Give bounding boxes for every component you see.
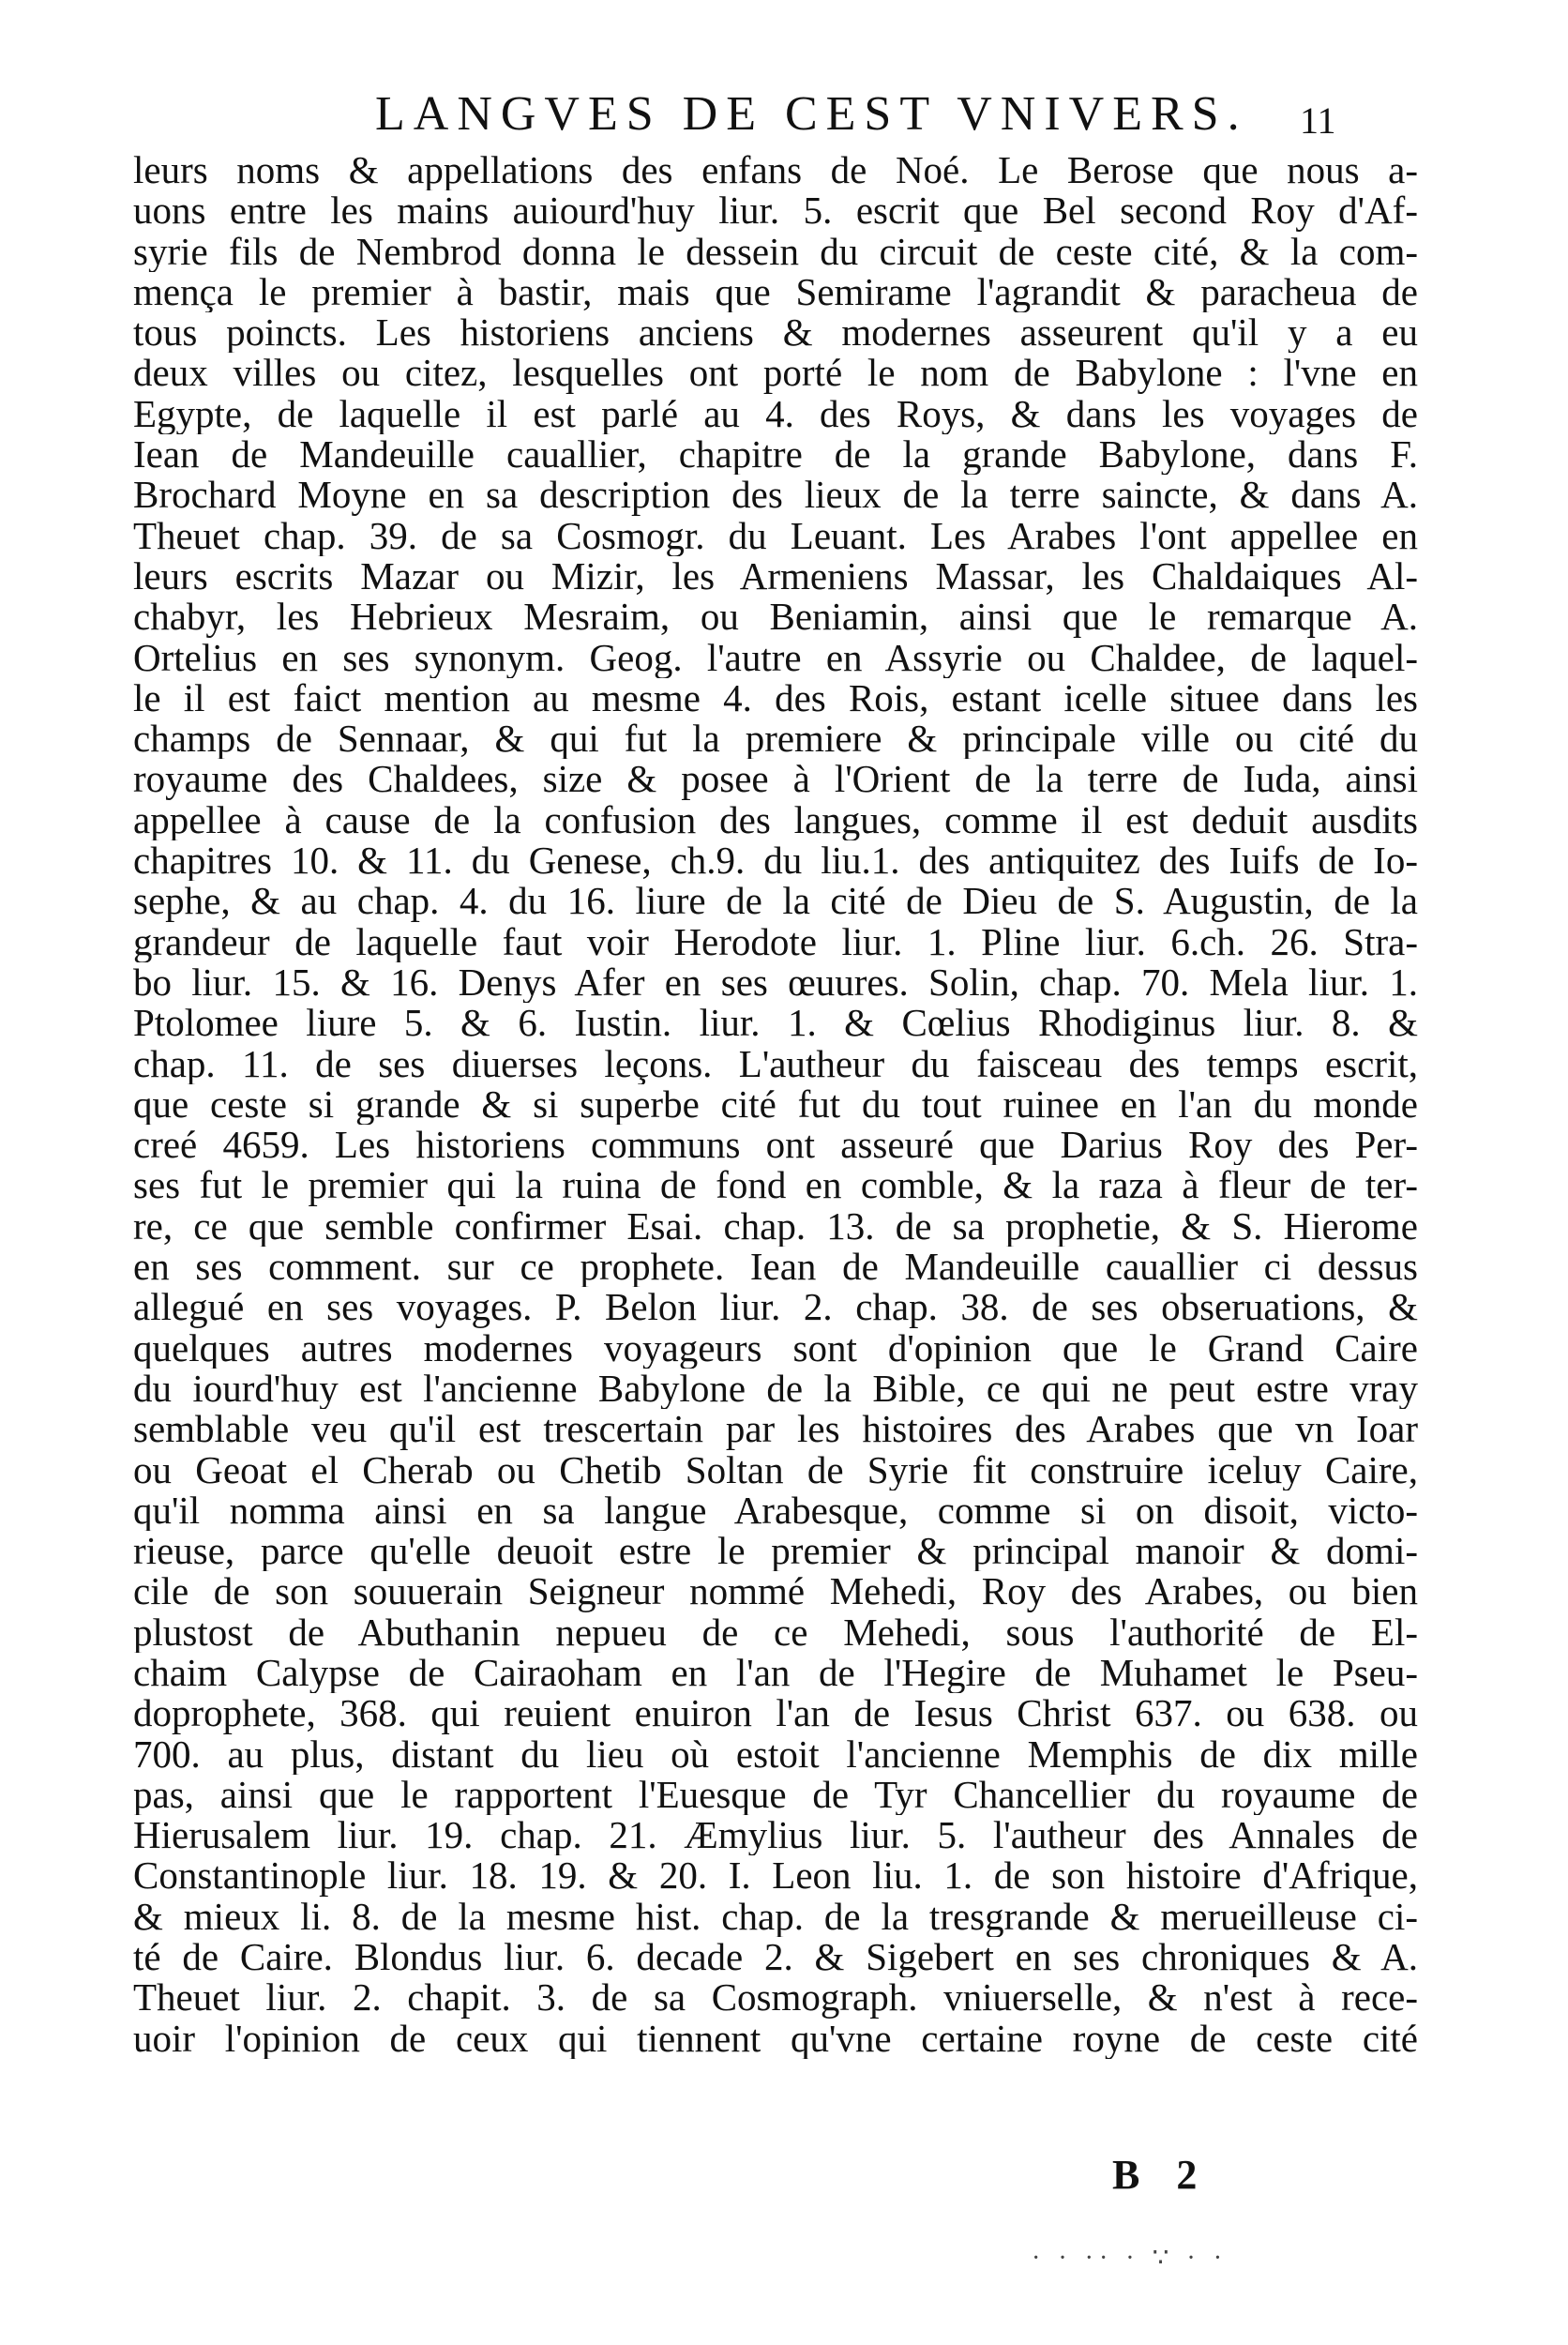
text-line: quelques autres modernes voyageurs sont d'opinion que le Grand Caire [133, 1327, 1418, 1369]
text-line: cile de son souuerain Seigneur nommé Mehedi, Roy des Arabes, ou bien [133, 1571, 1418, 1612]
text-line: ses fut le premier qui la ruina de fond en comble, & la raza à fleur de ter- [133, 1165, 1418, 1206]
text-line: doprophete, 368. qui reuient enuiron l'an de Iesus Christ 637. ou 638. ou [133, 1693, 1418, 1734]
text-line: Constantinople liur. 18. 19. & 20. I. Leon liu. 1. de son histoire d'Afrique, [133, 1855, 1418, 1897]
text-line: uons entre les mains auiourd'huy liur. 5. escrit que Bel second Roy d'Af- [133, 190, 1418, 232]
text-line: Ortelius en ses synonym. Geog. l'autre en Assyrie ou Chaldee, de laquel- [133, 637, 1418, 678]
text-line: tous poincts. Les historiens anciens & modernes asseurent qu'il y a eu [133, 312, 1418, 354]
text-line: re, ce que semble confirmer Esai. chap. 13. de sa prophetie, & S. Hierome [133, 1205, 1418, 1248]
text-line: Brochard Moyne en sa description des lieux de la terre saincte, & dans A. [133, 475, 1418, 516]
text-line: ou Geoat el Cherab ou Chetib Soltan de Syrie fit construire iceluy Caire, [133, 1449, 1418, 1490]
text-line: deux villes ou citez, lesquelles ont porté le nom de Babylone : l'vne en [133, 353, 1418, 394]
text-line: champs de Sennaar, & qui fut la premiere & principale ville ou cité du [133, 719, 1418, 760]
text-line: semblable veu qu'il est trescertain par les histoires des Arabes que vn Ioar [133, 1409, 1418, 1450]
text-line: 700. au plus, distant du lieu où estoit l'ancienne Memphis de dix mille [133, 1733, 1418, 1775]
text-line: en ses comment. sur ce prophete. Iean de Mandeuille cauallier ci dessus [133, 1247, 1418, 1288]
page-number: 11 [1300, 99, 1336, 142]
text-line: bo liur. 15. & 16. Denys Afer en ses œuures. Solin, chap. 70. Mela liur. 1. [133, 961, 1418, 1004]
text-line: leurs noms & appellations des enfans de Noé. Le Berose que nous a- [133, 150, 1418, 191]
text-line: & mieux li. 8. de la mesme hist. chap. de la tresgrande & merueilleuse ci- [133, 1896, 1418, 1938]
text-line: du iourd'huy est l'ancienne Babylone de la Bible, ce qui ne peut estre vray [133, 1368, 1418, 1410]
signature-mark: B 2 [1112, 2152, 1211, 2198]
text-line: creé 4659. Les historiens communs ont asseuré que Darius Roy des Per- [133, 1125, 1418, 1166]
text-line: chabyr, les Hebrieux Mesraim, ou Beniamin, ainsi que le remarque A. [133, 597, 1418, 638]
text-line: rieuse, parce qu'elle deuoit estre le premier & principal manoir & domi- [133, 1531, 1418, 1572]
text-line: que ceste si grande & si superbe cité fut du tout ruinee en l'an du monde [133, 1083, 1418, 1126]
text-line: chapitres 10. & 11. du Genese, ch.9. du liu.1. des antiquitez des Iuifs de Io- [133, 840, 1418, 882]
text-line: Ptolomee liure 5. & 6. Iustin. liur. 1. & Cœlius Rhodiginus liur. 8. & [133, 1003, 1418, 1044]
ink-specks-decoration: · · ·· · ∵ · · [1032, 2244, 1229, 2273]
text-line: allegué en ses voyages. P. Belon liur. 2. chap. 38. de ses obseruations, & [133, 1287, 1418, 1328]
text-line: grandeur de laquelle faut voir Herodote liur. 1. Pline liur. 6.ch. 26. Stra- [133, 921, 1418, 962]
text-line: appellee à cause de la confusion des langues, comme il est deduit ausdits [133, 799, 1418, 841]
running-title: LANGVES DE CEST VNIVERS. [375, 87, 1248, 141]
text-line: chaim Calypse de Cairaoham en l'an de l'Hegire de Muhamet le Pseu- [133, 1652, 1418, 1694]
text-line: Egypte, de laquelle il est parlé au 4. des Roys, & dans les voyages de [133, 393, 1418, 435]
text-line: qu'il nomma ainsi en sa langue Arabesque, comme si on disoit, victo- [133, 1490, 1418, 1532]
text-line: syrie fils de Nembrod donna le dessein du circuit de ceste cité, & la com- [133, 231, 1418, 272]
text-line: mença le premier à bastir, mais que Semirame l'agrandit & paracheua de [133, 271, 1418, 313]
text-line: royaume des Chaldees, size & posee à l'Orient de la terre de Iuda, ainsi [133, 759, 1418, 800]
main-text-block [133, 150, 1418, 2059]
text-line: leurs escrits Mazar ou Mizir, les Armeniens Massar, les Chaldaiques Al- [133, 555, 1418, 598]
text-line: plustost de Abuthanin nepueu de ce Mehedi, sous l'authorité de El- [133, 1611, 1418, 1653]
text-line: té de Caire. Blondus liur. 6. decade 2. & Sigebert en ses chroniques & A. [133, 1937, 1418, 1978]
text-line: le il est faict mention au mesme 4. des Rois, estant icelle situee dans les [133, 677, 1418, 719]
text-line: Iean de Mandeuille cauallier, chapitre de la grande Babylone, dans F. [133, 434, 1418, 476]
text-line: Hierusalem liur. 19. chap. 21. Æmylius liur. 5. l'autheur des Annales de [133, 1815, 1418, 1856]
text-line: pas, ainsi que le rapportent l'Euesque de Tyr Chancellier du royaume de [133, 1774, 1418, 1816]
text-line: chap. 11. de ses diuerses leçons. L'autheur du faisceau des temps escrit, [133, 1043, 1418, 1084]
text-line: sephe, & au chap. 4. du 16. liure de la cité de Dieu de S. Augustin, de la [133, 881, 1418, 922]
text-line: Theuet chap. 39. de sa Cosmogr. du Leuant. Les Arabes l'ont appellee en [133, 515, 1418, 556]
text-line: uoir l'opinion de ceux qui tiennent qu'vne certaine royne de ceste cité [133, 2018, 1418, 2059]
text-line: Theuet liur. 2. chapit. 3. de sa Cosmograph. vniuerselle, & n'est à rece- [133, 1977, 1418, 2019]
